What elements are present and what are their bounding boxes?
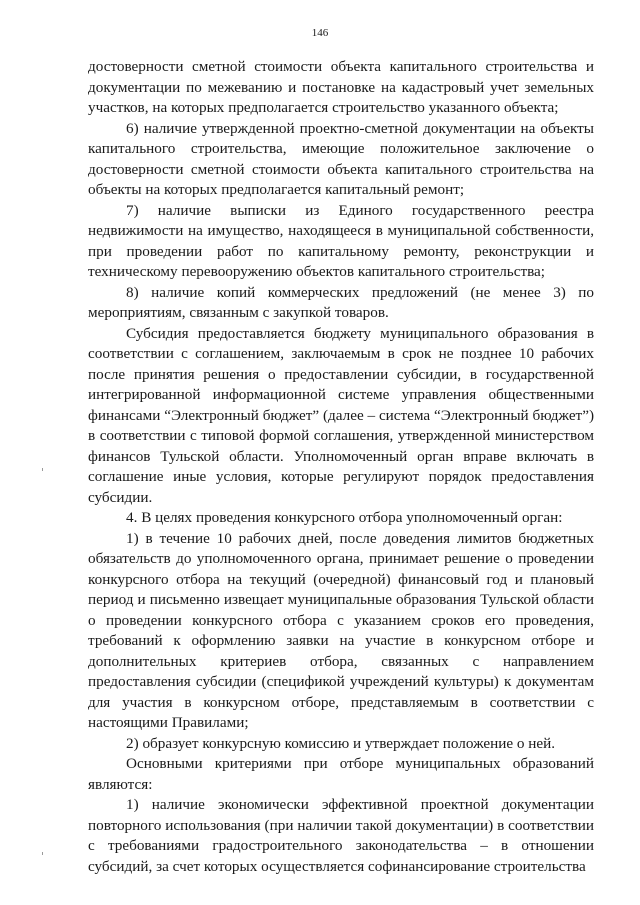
margin-mark (42, 852, 43, 855)
paragraph-item-7: 7) наличие выписки из Единого государственного реестра недвижимости на имущество, находящееся в муниципальной собственности, при проведении работ по капитальному ремонту, реконструкции и техническому перевооружению объектов капитального строительства; (88, 201, 594, 280)
paragraph-item-6: 6) наличие утвержденной проектно-сметной документации на объекты капитального строительства, имеющие положительное заключение о достоверности сметной стоимости объекта капитального строительства на объекты на которых предполагается капитальный ремонт; (88, 119, 594, 198)
paragraph-section-4-item-2: 2) образует конкурсную комиссию и утверждает положение о ней. (126, 734, 556, 752)
paragraph-item-8: 8) наличие копий коммерческих предложений (не менее 3) по мероприятиям, связанным с закупкой товаров. (88, 283, 594, 321)
paragraph-section-4: 4. В целях проведения конкурсного отбора уполномоченный орган: (126, 509, 563, 526)
paragraph-criteria-item-1: 1) наличие экономически эффективной проектной документации повторного использования (при наличии такой документации) в соответствии с требованиями градостроительного законодательства – в отношении субсидий, за счет которых осуществляется софинансирование строительства (88, 796, 594, 875)
paragraph-section-4-item-1: 1) в течение 10 рабочих дней, после доведения лимитов бюджетных обязательств до уполномоченного органа, принимает решение о проведении конкурсного отбора на текущий (очередной) финансовый год и плановый период и письменно извещает муниципальные образования Тульской области о проведении конкурсного отбора с указанием сроков его проведения, требований к оформлению заявки на участие в конкурсном отборе и дополнительных критериев отбора, связанных с направлением предоставления субсидии (спецификой учреждений культуры) к документам для участия в конкурсном отборе, представляемым в соответствии с настоящими Правилами; (88, 529, 594, 731)
body-text (88, 57, 594, 877)
paragraph-criteria-intro: Основными критериями при отборе муниципальных образований являются: (88, 755, 594, 793)
page-number: 146 (311, 27, 329, 39)
margin-mark (42, 468, 43, 471)
paragraph-subsidy-agreement: Субсидия предоставляется бюджету муниципального образования в соответствии с соглашением, заключаемым в срок не позднее 10 рабочих после принятия решения о предоставлении субсидии, в государственной интегрированной информационной системе управления общественными финансами “Электронный бюджет” (далее – система “Электронный бюджет”) в соответствии с типовой формой соглашения, утвержденной министерством финансов Тульской области. Уполномоченный орган вправе включать в соглашение иные условия, которые регулируют порядок предоставления субсидии. (88, 324, 594, 506)
paragraph-continuation: достоверности сметной стоимости объекта капитального строительства и документации по межеванию и постановке на кадастровый учет земельных участков, на которых предполагается строительство указанного объекта; (88, 58, 594, 116)
